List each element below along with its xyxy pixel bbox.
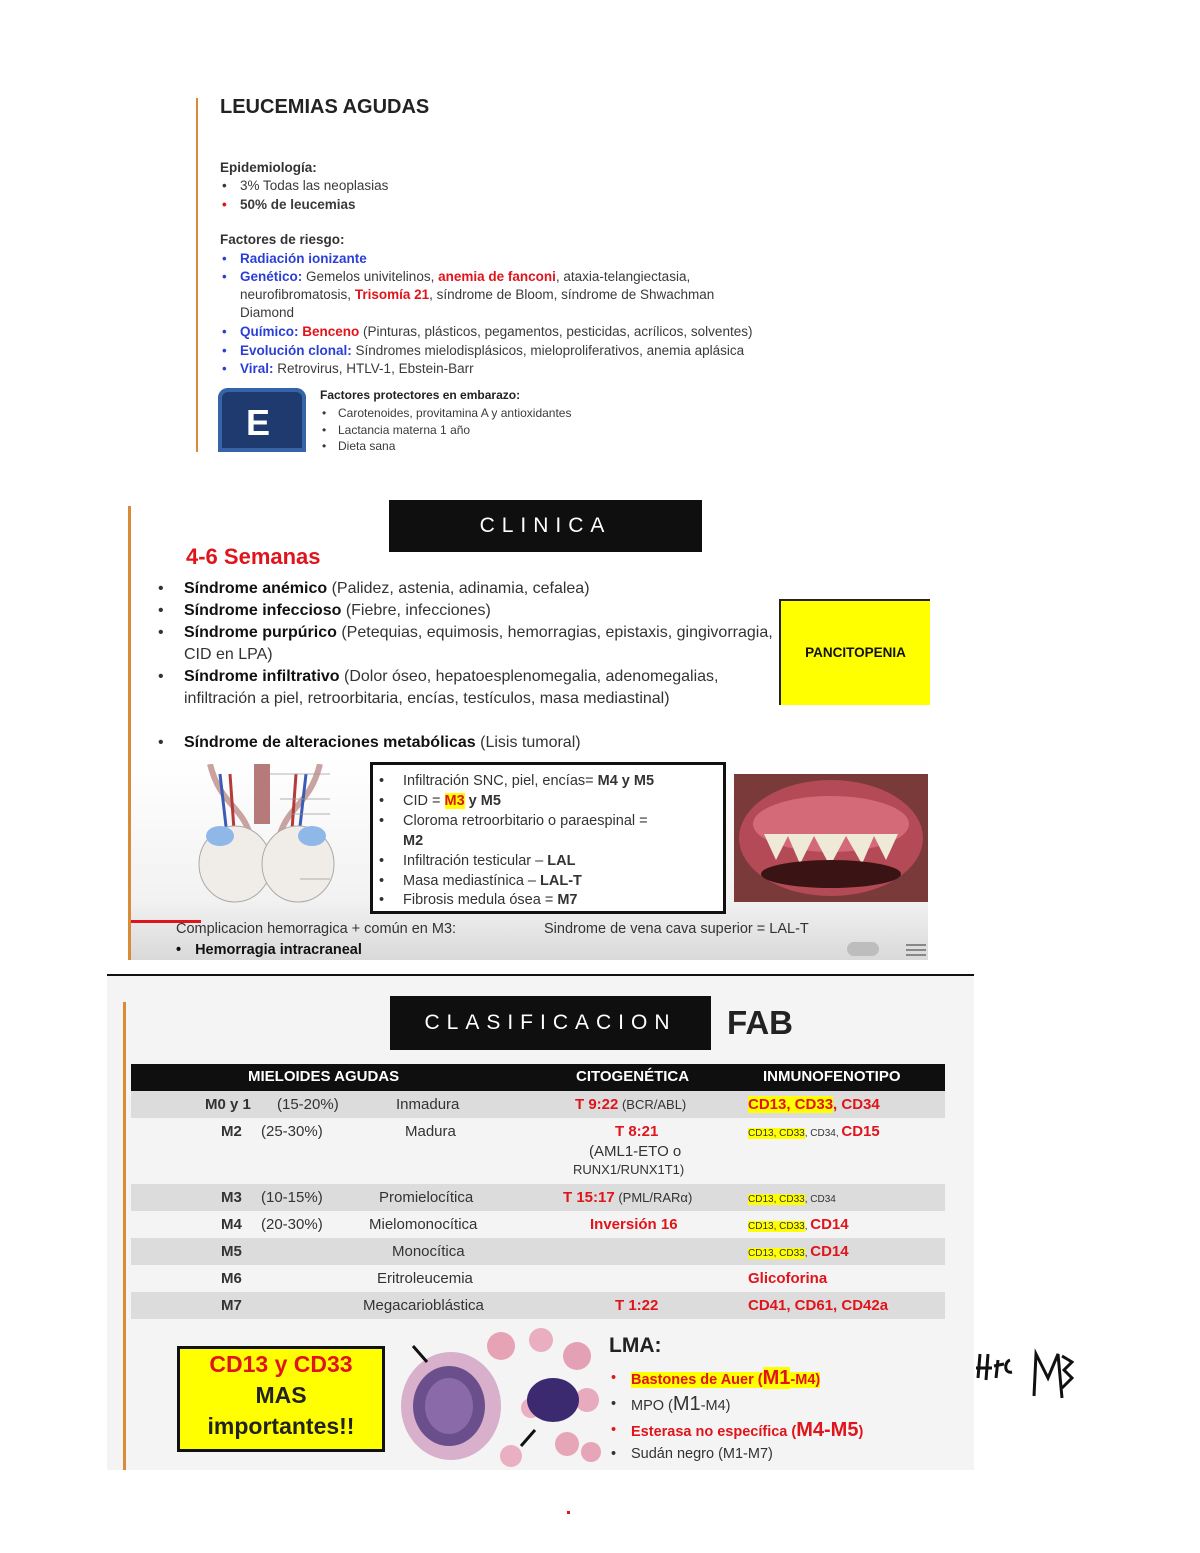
slide-clasificacion <box>107 976 974 1470</box>
risk-item: • Radiación ionizante <box>220 250 367 268</box>
epi-item: • 50% de leucemias <box>220 196 356 214</box>
risk-item: • Genético: Gemelos univitelinos, anemia de fanconi, ataxia-telangiectasia, neurofibromatosis, Trisomía 21, síndrome de Bloom, síndrome de Shwachman Diamond <box>220 268 840 322</box>
autoplay-toggle[interactable] <box>847 942 879 956</box>
protective-item: • Carotenoides, provitamina A y antioxidantes <box>320 405 571 421</box>
fab-table <box>131 1064 945 1319</box>
table-header <box>131 1064 945 1091</box>
e-logo: E <box>218 388 306 452</box>
clasificacion-banner: CLASIFICACION <box>390 996 711 1050</box>
infiltration-item: • Infiltración SNC, piel, encías= M4 y M5 <box>403 771 654 791</box>
syndrome-item: • Síndrome infiltrativo (Dolor óseo, hepatoesplenomegalia, adenomegalias, infiltración a piel, retroorbitaria, encías, testículos, masa mediastinal) <box>184 666 774 710</box>
epi-item: • 3% Todas las neoplasias <box>220 177 388 195</box>
infiltration-item: • Masa mediastínica – LAL-T <box>403 871 582 891</box>
header-citogenetica: CITOGENÉTICA <box>576 1068 690 1085</box>
hemorrhage-item: • Hemorragia intracraneal <box>176 942 362 958</box>
hemorrhage-complication: Complicacion hemorragica + común en M3: <box>176 921 457 937</box>
lma-heading: LMA: <box>609 1334 662 1357</box>
vena-cava-syndrome: Sindrome de vena cava superior = LAL-T <box>544 921 809 937</box>
lma-item: • Sudán negro (M1-M7) <box>631 1442 773 1466</box>
menu-icon[interactable] <box>906 944 926 956</box>
lma-item: • Bastones de Auer (M1-M4) <box>631 1366 820 1392</box>
risk-item: • Evolución clonal: Síndromes mielodisplásicos, mieloproliferativos, anemia aplásica <box>220 342 880 360</box>
syndrome-item: • Síndrome anémico (Palidez, astenia, adinamia, cefalea) <box>184 578 784 600</box>
syndrome-item: • Síndrome purpúrico (Petequias, equimosis, hemorragias, epistaxis, gingivorragia, CID en LPA) <box>184 622 774 666</box>
infiltration-item: • Fibrosis medula ósea = M7 <box>403 890 578 910</box>
epidemiology-heading: Epidemiología: <box>220 160 317 175</box>
pancitopenia-box: PANCITOPENIA <box>779 599 930 705</box>
gum-infiltration-photo <box>734 774 928 902</box>
table-row: M7 Megacarioblástica T 1:22 CD41, CD61, CD42a <box>131 1292 945 1319</box>
handwritten-annotation <box>974 1348 1074 1400</box>
header-inmunofenotipo: INMUNOFENOTIPO <box>763 1068 901 1085</box>
clinica-banner: CLINICA <box>389 500 702 552</box>
risk-heading: Factores de riesgo: <box>220 232 345 247</box>
page-dot <box>567 1511 570 1514</box>
table-row: M0 y 1 (15-20%) Inmadura T 9:22 (BCR/ABL) CD13, CD33, CD34 <box>131 1091 945 1118</box>
accent-line <box>196 98 198 452</box>
protective-item: • Lactancia materna 1 año <box>320 422 470 438</box>
infiltration-item: • Infiltración testicular – LAL <box>403 851 575 871</box>
syndrome-item: • Síndrome infeccioso (Fiebre, infecciones) <box>184 600 784 622</box>
slide-title: LEUCEMIAS AGUDAS <box>220 96 430 118</box>
cd13-cd33-callout: CD13 y CD33 MAS importantes!! <box>177 1346 385 1452</box>
protective-heading: Factores protectores en embarazo: <box>320 388 521 402</box>
risk-item: • Viral: Retrovirus, HTLV-1, Ebstein-Barr <box>220 360 880 378</box>
syndrome-item: • Síndrome de alteraciones metabólicas (Lisis tumoral) <box>184 732 784 754</box>
fab-label: FAB <box>727 1004 793 1041</box>
blood-smear-image <box>391 1326 603 1470</box>
slide-leucemias-agudas <box>196 80 856 452</box>
table-row: M3 (10-15%) Promielocítica T 15:17 (PML/RARα) CD13, CD33, CD34 <box>131 1184 945 1211</box>
weeks-heading: 4-6 Semanas <box>186 544 321 569</box>
risk-item: • Químico: Benceno (Pinturas, plásticos, pegamentos, pesticidas, acrílicos, solventes) <box>220 323 880 341</box>
lma-item: • MPO (M1-M4) <box>631 1392 731 1418</box>
slide-clinica <box>128 500 928 960</box>
infiltration-box <box>370 762 726 914</box>
infiltration-item: • Cloroma retroorbitario o paraespinal = M2 <box>403 811 713 851</box>
protective-item: • Dieta sana <box>320 438 395 454</box>
table-row: M5 Monocítica CD13, CD33, CD14 <box>131 1238 945 1265</box>
accent-line <box>123 1002 126 1470</box>
table-row: M4 (20-30%) Mielomonocítica Inversión 16 CD13, CD33, CD14 <box>221 1216 849 1233</box>
header-mieloides: MIELOIDES AGUDAS <box>248 1068 400 1085</box>
lma-item: • Esterasa no específica (M4-M5) <box>631 1418 863 1444</box>
testes-illustration <box>180 764 352 904</box>
table-row: M6 Eritroleucemia Glicoforina <box>221 1270 828 1287</box>
table-row: M2 (25-30%) Madura T 8:21 (AML1-ETO o RUNX1/RUNX1T1) CD13, CD33, CD34, CD15 <box>221 1123 880 1177</box>
infiltration-item: • CID = M3 y M5 <box>403 791 501 811</box>
